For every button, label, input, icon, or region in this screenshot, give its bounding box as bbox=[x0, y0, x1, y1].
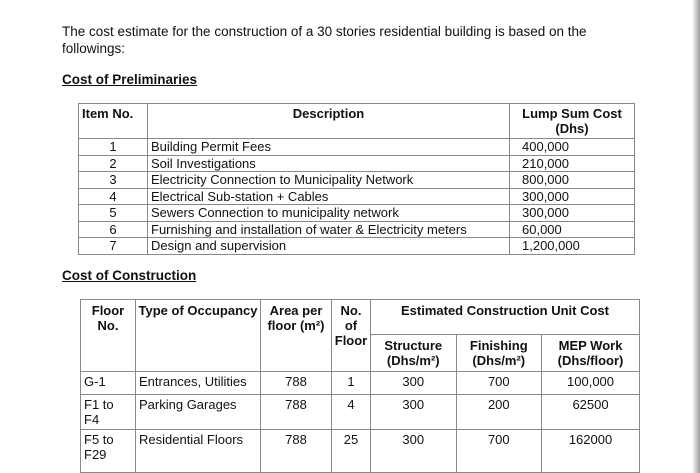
occupancy: Parking Garages bbox=[136, 395, 261, 430]
no-floor: 4 bbox=[332, 395, 371, 430]
item-no: 6 bbox=[79, 221, 148, 238]
col-item-no: Item No. bbox=[79, 104, 148, 139]
floor-no: F5 to F29 bbox=[81, 430, 136, 473]
mep-cost: 162000 bbox=[542, 430, 640, 473]
table-row bbox=[79, 221, 635, 238]
description: Soil Investigations bbox=[148, 155, 510, 172]
finishing-cost: 700 bbox=[456, 372, 542, 395]
floor-no: F1 to F4 bbox=[81, 395, 136, 430]
table-row bbox=[79, 139, 635, 156]
col-lump-sum: Lump Sum Cost (Dhs) bbox=[510, 104, 635, 139]
structure-cost: 300 bbox=[371, 430, 457, 473]
intro-text: The cost estimate for the construction of a 30 stories residential building is based on the followings: bbox=[62, 24, 587, 56]
description: Electrical Sub-station + Cables bbox=[148, 188, 510, 205]
lump-sum-cost: 300,000 bbox=[510, 205, 635, 222]
mep-cost: 100,000 bbox=[542, 372, 640, 395]
description: Design and supervision bbox=[148, 238, 510, 255]
mep-cost: 62500 bbox=[542, 395, 640, 430]
col-no-floor: No. of Floor bbox=[332, 300, 371, 372]
col-mep: MEP Work (Dhs/floor) bbox=[542, 335, 640, 372]
table-row bbox=[81, 430, 640, 473]
table-row bbox=[79, 205, 635, 222]
col-description: Description bbox=[148, 104, 510, 139]
item-no: 4 bbox=[79, 188, 148, 205]
preliminaries-table bbox=[78, 103, 635, 255]
table-row bbox=[79, 172, 635, 189]
no-floor: 1 bbox=[332, 372, 371, 395]
item-no: 3 bbox=[79, 172, 148, 189]
item-no: 7 bbox=[79, 238, 148, 255]
table-row bbox=[79, 155, 635, 172]
finishing-cost: 700 bbox=[456, 430, 542, 473]
lump-sum-cost: 400,000 bbox=[510, 139, 635, 156]
lump-sum-cost: 60,000 bbox=[510, 221, 635, 238]
occupancy: Residential Floors bbox=[136, 430, 261, 473]
description: Electricity Connection to Municipality Network bbox=[148, 172, 510, 189]
col-occupancy: Type of Occupancy bbox=[136, 300, 261, 372]
area: 788 bbox=[261, 372, 332, 395]
finishing-cost: 200 bbox=[456, 395, 542, 430]
description: Sewers Connection to municipality network bbox=[148, 205, 510, 222]
construction-table bbox=[80, 299, 640, 473]
col-floor-no: Floor No. bbox=[81, 300, 136, 372]
floor-no: G-1 bbox=[81, 372, 136, 395]
no-floor: 25 bbox=[332, 430, 371, 473]
table-row bbox=[79, 188, 635, 205]
area: 788 bbox=[261, 395, 332, 430]
item-no: 1 bbox=[79, 139, 148, 156]
item-no: 2 bbox=[79, 155, 148, 172]
table-header bbox=[79, 104, 635, 139]
table-row bbox=[79, 238, 635, 255]
col-estimated-cost: Estimated Construction Unit Cost bbox=[371, 300, 640, 335]
lump-sum-cost: 210,000 bbox=[510, 155, 635, 172]
lump-sum-cost: 300,000 bbox=[510, 188, 635, 205]
table-header bbox=[81, 300, 640, 335]
col-finishing: Finishing (Dhs/m²) bbox=[456, 335, 542, 372]
table-row bbox=[81, 395, 640, 430]
col-structure: Structure (Dhs/m²) bbox=[371, 335, 457, 372]
page-edge-shadow bbox=[692, 0, 700, 473]
structure-cost: 300 bbox=[371, 372, 457, 395]
structure-cost: 300 bbox=[371, 395, 457, 430]
description: Furnishing and installation of water & Electricity meters bbox=[148, 221, 510, 238]
table-row bbox=[81, 372, 640, 395]
description: Building Permit Fees bbox=[148, 139, 510, 156]
construction-heading: Cost of Construction bbox=[62, 268, 197, 283]
item-no: 5 bbox=[79, 205, 148, 222]
area: 788 bbox=[261, 430, 332, 473]
occupancy: Entrances, Utilities bbox=[136, 372, 261, 395]
col-area: Area per floor (m²) bbox=[261, 300, 332, 372]
lump-sum-cost: 1,200,000 bbox=[510, 238, 635, 255]
preliminaries-heading: Cost of Preliminaries bbox=[62, 72, 198, 87]
lump-sum-cost: 800,000 bbox=[510, 172, 635, 189]
